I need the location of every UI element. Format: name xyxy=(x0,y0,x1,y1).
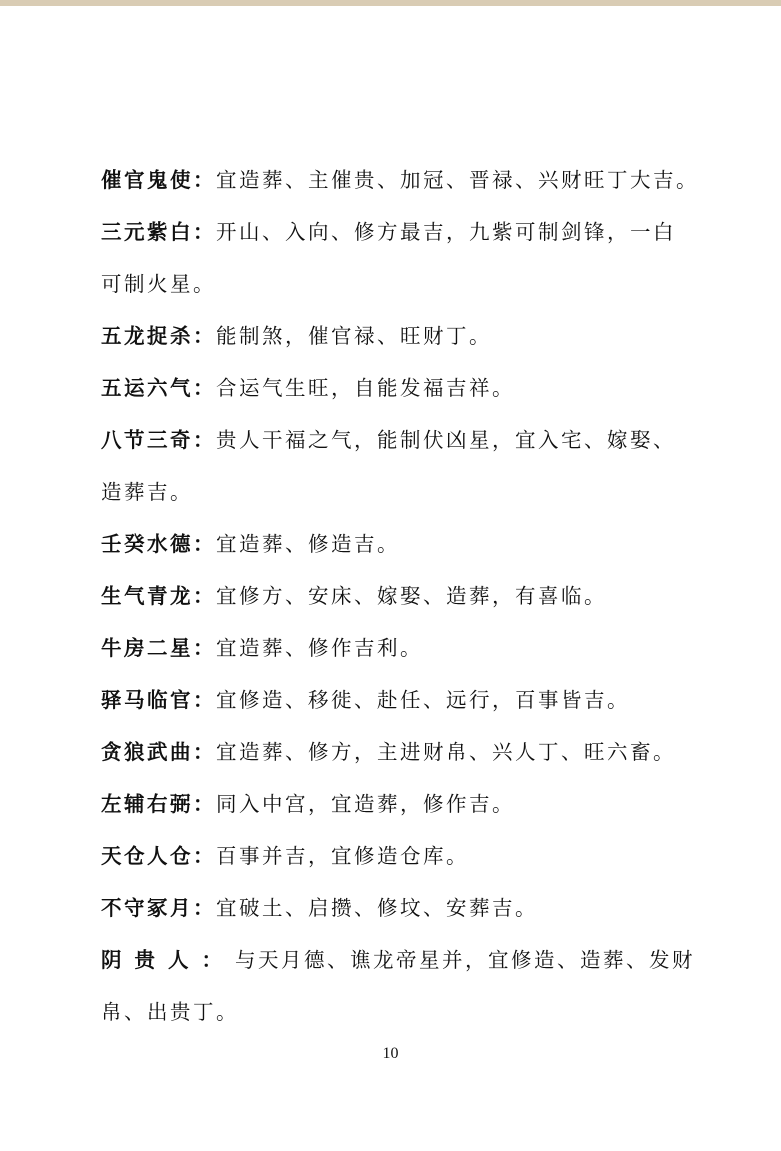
entry-line xyxy=(101,830,701,882)
entry-line xyxy=(101,726,701,778)
entry-continuation xyxy=(101,466,701,518)
entry-line xyxy=(101,882,701,934)
entry-line xyxy=(101,310,701,362)
top-border xyxy=(0,0,781,6)
entry-text: 宜造葬、主催贵、加冠、晋禄、兴财旺丁大吉。 xyxy=(216,168,699,192)
entry-term: 贪狼武曲： xyxy=(101,740,216,764)
entry-text: 开山、入向、修方最吉，九紫可制剑锋，一白 xyxy=(216,220,676,244)
entry-term: 左辅右弼： xyxy=(101,792,216,816)
entry-text: 同入中宫，宜造葬，修作吉。 xyxy=(216,792,515,816)
entry-term: 壬癸水德： xyxy=(101,532,216,556)
entry-term: 五龙捉杀： xyxy=(101,324,216,348)
entry-text: 宜修方、安床、嫁娶、造葬，有喜临。 xyxy=(216,584,607,608)
document-body xyxy=(101,154,701,1038)
entry-term: 五运六气： xyxy=(101,376,216,400)
page-number: 10 xyxy=(382,1045,399,1062)
entry-text: 与天月德、谯龙帝星并，宜修造、造葬、发财 xyxy=(235,948,695,972)
entry-term: 驿马临官： xyxy=(101,688,216,712)
entry-continuation xyxy=(101,258,701,310)
entry-text: 合运气生旺，自能发福吉祥。 xyxy=(216,376,515,400)
entry-text: 宜造葬、修作吉利。 xyxy=(216,636,423,660)
entry-text: 宜造葬、修造吉。 xyxy=(216,532,400,556)
entry-text: 能制煞，催官禄、旺财丁。 xyxy=(216,324,492,348)
entry-term: 不守冢月： xyxy=(101,896,216,920)
entry-line xyxy=(101,154,701,206)
entry-term: 阴贵人： xyxy=(101,948,235,972)
entry-line xyxy=(101,206,701,258)
entry-text: 贵人干福之气，能制伏凶星，宜入宅、嫁娶、 xyxy=(216,428,676,452)
entry-term: 催官鬼使： xyxy=(101,168,216,192)
entry-line xyxy=(101,674,701,726)
entry-text: 百事并吉，宜修造仓库。 xyxy=(216,844,469,868)
entry-line xyxy=(101,622,701,674)
entry-text: 造葬吉。 xyxy=(101,480,193,504)
entry-term: 三元紫白： xyxy=(101,220,216,244)
entry-text: 可制火星。 xyxy=(101,272,216,296)
entry-term: 八节三奇： xyxy=(101,428,216,452)
entry-text: 宜造葬、修方，主进财帛、兴人丁、旺六畜。 xyxy=(216,740,676,764)
entry-text: 宜修造、移徙、赴任、远行，百事皆吉。 xyxy=(216,688,630,712)
entry-term: 生气青龙： xyxy=(101,584,216,608)
entry-text: 宜破土、启攒、修坟、安葬吉。 xyxy=(216,896,538,920)
entry-line xyxy=(101,570,701,622)
entry-line xyxy=(101,778,701,830)
entry-line xyxy=(101,414,701,466)
entry-line xyxy=(101,362,701,414)
entry-line xyxy=(101,518,701,570)
entry-term: 牛房二星： xyxy=(101,636,216,660)
entry-continuation xyxy=(101,986,701,1038)
entry-term: 天仓人仓： xyxy=(101,844,216,868)
entry-text: 帛、出贵丁。 xyxy=(101,1000,239,1024)
entry-line xyxy=(101,934,701,986)
